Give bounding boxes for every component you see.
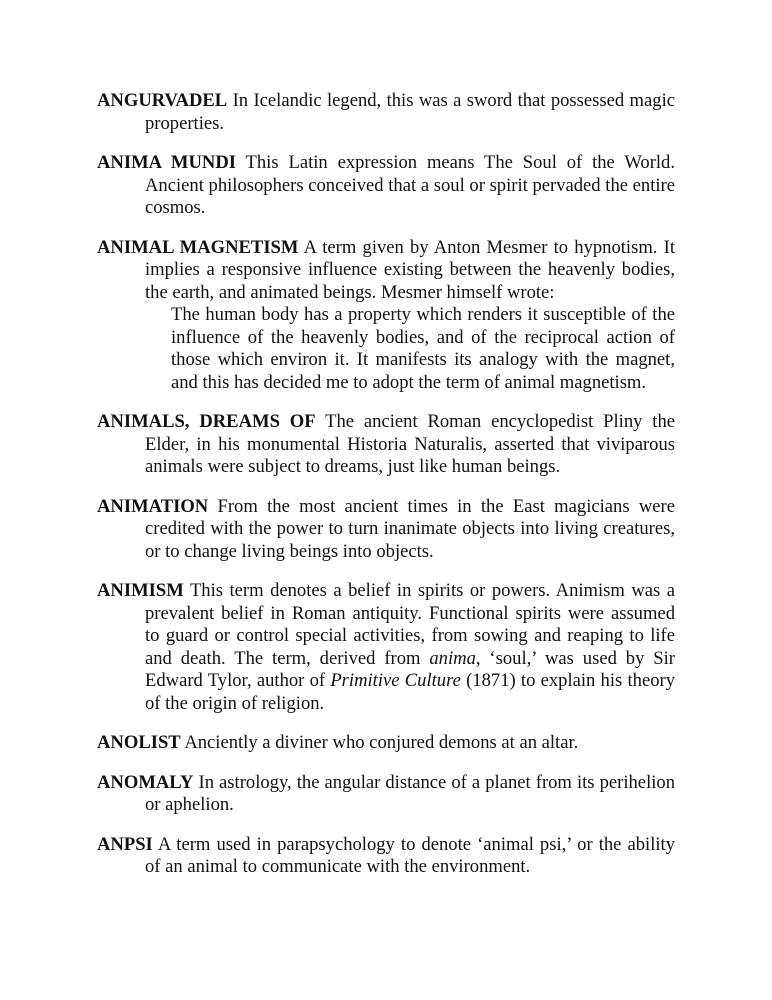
entry-definition: In astrology, the angular distance of a planet from its perihelion or aphelion. (145, 771, 675, 815)
block-quote: The human body has a property which renders it susceptible of the influence of the heavenly bodies, and of the reciprocal action of those which environ it. It manifests its analogy with the magnet, and this has decided me to adopt the term of animal magnetism. (171, 304, 675, 393)
entry-definition: From the most ancient times in the East magicians were credited with the power to turn inanimate objects into living creatures, or to change living beings into objects. (145, 495, 675, 562)
entry-definition-part: (1871) to explain his theory of the origin of religion. (145, 670, 675, 714)
dictionary-page (97, 90, 675, 896)
book-title: Primitive Culture (330, 670, 461, 691)
entry-term: ANIMATION (97, 495, 209, 517)
entry-term: ANIMISM (97, 580, 184, 601)
entry-definition: A term used in parapsychology to denote ‘animal psi,’ or the ability of an animal to communicate with the environment. (145, 833, 675, 877)
entry-term: ANOLIST (97, 732, 181, 753)
entry-anpsi (97, 834, 675, 879)
entry-definition: This Latin expression means The Soul of the World. Ancient philosophers conceived that a soul or spirit pervaded the entire cosmos. (145, 152, 676, 218)
entry-term: ANGURVADEL (97, 90, 228, 111)
entry-animation (97, 496, 675, 564)
entry-anolist (97, 732, 675, 755)
entry-definition: A term given by Anton Mesmer to hypnotism. It implies a responsive influence existing between the heavenly bodies, the earth, and animated beings. Mesmer himself wrote: (145, 236, 676, 303)
entry-definition: In Icelandic legend, this was a sword that possessed magic properties. (145, 90, 675, 134)
entry-italic-word: anima, (429, 647, 481, 669)
entry-anima-mundi (97, 152, 675, 220)
entry-anomaly (97, 772, 675, 817)
entry-term: ANPSI (97, 833, 153, 855)
entry-animism (97, 580, 675, 715)
entry-animals-dreams-of (97, 411, 675, 479)
entry-term: ANOMALY (97, 771, 194, 793)
entry-definition: The ancient Roman encyclopedist Pliny the Elder, in his monumental Historia Naturalis, asserted that viviparous animals were subject to dreams, just like human beings. (145, 411, 676, 477)
entry-term: ANIMALS, DREAMS OF (97, 411, 316, 432)
entry-definition: Anciently a diviner who conjured demons at an altar. (184, 732, 579, 753)
entry-term: ANIMAL MAGNETISM (97, 236, 299, 258)
entry-definition-part: This term denotes a belief in spirits or powers. Animism was a prevalent belief in Roman antiquity. Functional spirits were assumed to guard or control special activities, from sowing and reaping to life and death. The term, derived from (145, 580, 676, 669)
entry-angurvadel (97, 90, 675, 135)
entry-term: ANIMA MUNDI (97, 152, 236, 173)
entry-animal-magnetism (97, 237, 675, 395)
entry-definition-part: ‘soul,’ was used by Sir Edward Tylor, author of (145, 647, 675, 691)
